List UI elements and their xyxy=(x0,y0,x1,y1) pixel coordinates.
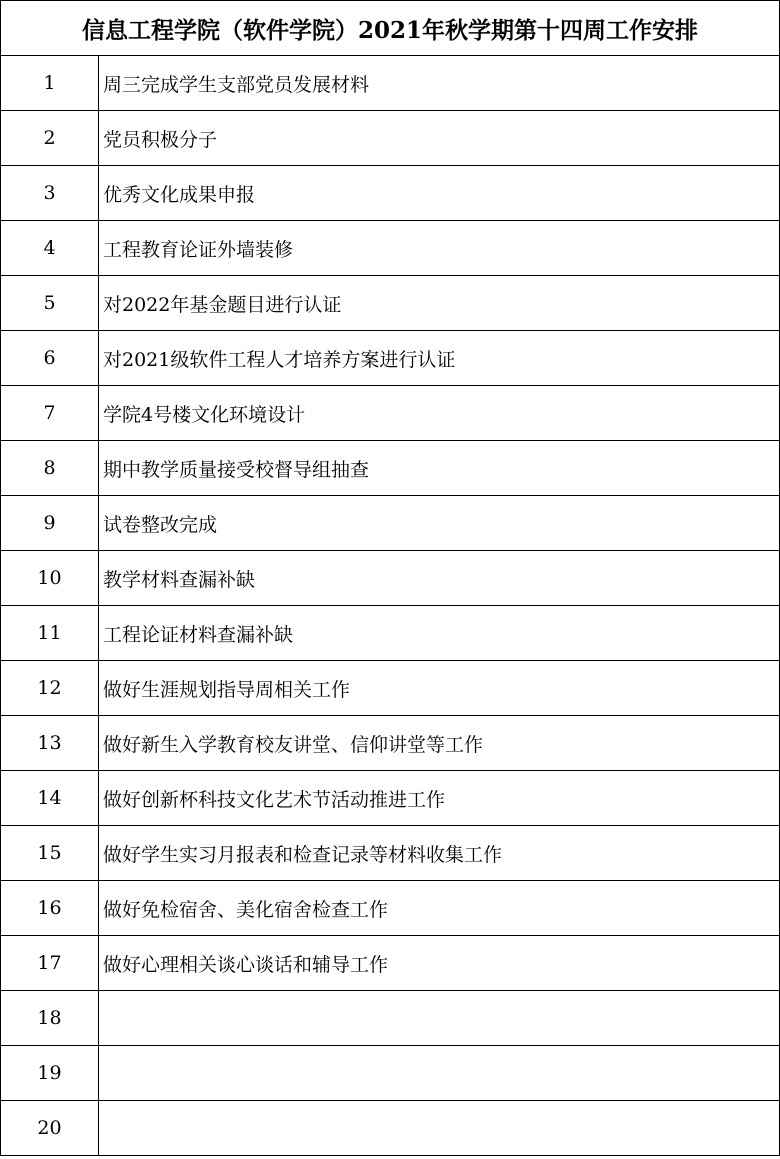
table-row xyxy=(1,551,780,606)
task-description xyxy=(99,1101,780,1156)
row-number: 3 xyxy=(1,166,99,221)
task-description: 做好学生实习月报表和检查记录等材料收集工作 xyxy=(99,826,780,881)
task-description: 周三完成学生支部党员发展材料 xyxy=(99,56,780,111)
table-row xyxy=(1,166,780,221)
row-number: 18 xyxy=(1,991,99,1046)
table-row xyxy=(1,606,780,661)
row-number: 4 xyxy=(1,221,99,276)
row-number: 16 xyxy=(1,881,99,936)
title-row xyxy=(1,1,780,56)
table-row xyxy=(1,771,780,826)
row-number: 17 xyxy=(1,936,99,991)
row-number: 6 xyxy=(1,331,99,386)
table-row xyxy=(1,386,780,441)
task-description: 对2022年基金题目进行认证 xyxy=(99,276,780,331)
row-number: 19 xyxy=(1,1046,99,1101)
table-row xyxy=(1,1101,780,1156)
row-number: 5 xyxy=(1,276,99,331)
table-row xyxy=(1,496,780,551)
row-number: 8 xyxy=(1,441,99,496)
task-description: 优秀文化成果申报 xyxy=(99,166,780,221)
table-row xyxy=(1,331,780,386)
table-row xyxy=(1,1046,780,1101)
table-row xyxy=(1,276,780,331)
table-row xyxy=(1,111,780,166)
row-number: 1 xyxy=(1,56,99,111)
row-number: 12 xyxy=(1,661,99,716)
row-number: 15 xyxy=(1,826,99,881)
schedule-title: 信息工程学院（软件学院）2021年秋学期第十四周工作安排 xyxy=(1,1,780,56)
table-row xyxy=(1,991,780,1046)
task-description: 做好免检宿舍、美化宿舍检查工作 xyxy=(99,881,780,936)
task-description: 试卷整改完成 xyxy=(99,496,780,551)
task-description: 教学材料查漏补缺 xyxy=(99,551,780,606)
task-description: 做好心理相关谈心谈话和辅导工作 xyxy=(99,936,780,991)
schedule-body xyxy=(1,1,780,1156)
task-description: 党员积极分子 xyxy=(99,111,780,166)
task-description: 对2021级软件工程人才培养方案进行认证 xyxy=(99,331,780,386)
row-number: 11 xyxy=(1,606,99,661)
task-description: 工程教育论证外墙装修 xyxy=(99,221,780,276)
row-number: 2 xyxy=(1,111,99,166)
table-row xyxy=(1,881,780,936)
table-row xyxy=(1,936,780,991)
task-description xyxy=(99,991,780,1046)
task-description: 学院4号楼文化环境设计 xyxy=(99,386,780,441)
row-number: 10 xyxy=(1,551,99,606)
row-number: 13 xyxy=(1,716,99,771)
task-description: 做好生涯规划指导周相关工作 xyxy=(99,661,780,716)
table-row xyxy=(1,716,780,771)
table-row xyxy=(1,661,780,716)
task-description: 工程论证材料查漏补缺 xyxy=(99,606,780,661)
table-row xyxy=(1,56,780,111)
task-description xyxy=(99,1046,780,1101)
row-number: 20 xyxy=(1,1101,99,1156)
table-row xyxy=(1,441,780,496)
table-row xyxy=(1,221,780,276)
task-description: 做好创新杯科技文化艺术节活动推进工作 xyxy=(99,771,780,826)
row-number: 14 xyxy=(1,771,99,826)
task-description: 做好新生入学教育校友讲堂、信仰讲堂等工作 xyxy=(99,716,780,771)
task-description: 期中教学质量接受校督导组抽查 xyxy=(99,441,780,496)
row-number: 7 xyxy=(1,386,99,441)
table-row xyxy=(1,826,780,881)
row-number: 9 xyxy=(1,496,99,551)
